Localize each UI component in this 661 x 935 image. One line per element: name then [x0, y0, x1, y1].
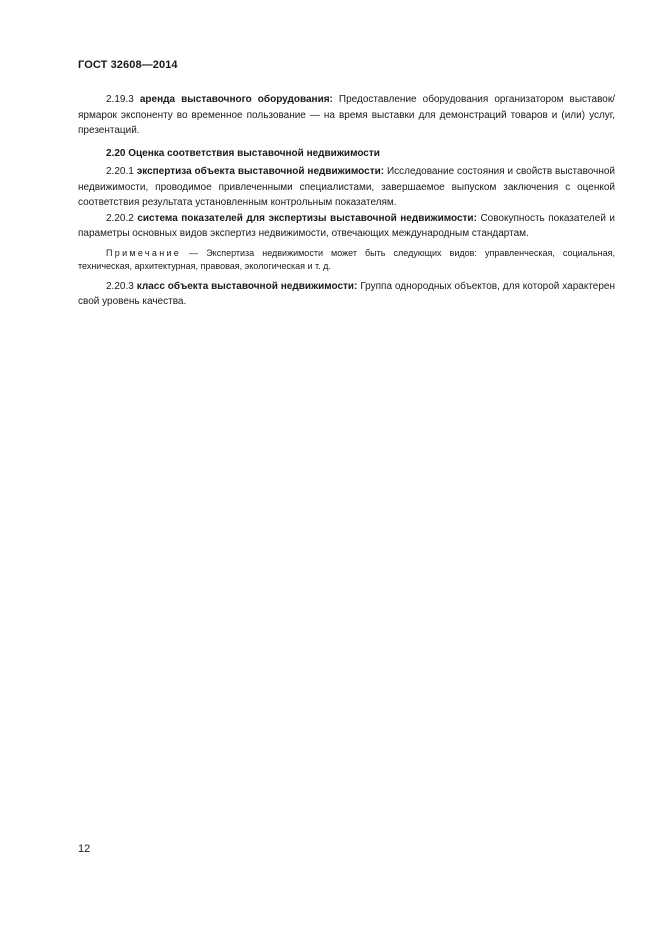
term-definition: Предоставление оборудования организатором выставок/ярмарок экспоненту во временное пользование — на время выставки для демонстраций товаров и (или) услуг, презентаций.: [78, 94, 615, 136]
note: [78, 247, 615, 273]
term-number: 2.20.2: [106, 212, 134, 224]
note-text: — Экспертиза недвижимости может быть следующих видов: управленческая, социальная, техническая, архитектурная, правовая, экологическая и т. д.: [78, 247, 615, 271]
term-name: система показателей для экспертизы выставочной недвижимости:: [137, 212, 477, 224]
document-header: ГОСТ 32608—2014: [78, 59, 178, 71]
term-definition: Группа однородных объектов, для которой характерен свой уровень качества.: [78, 280, 615, 307]
note-label: Примечание: [106, 247, 182, 258]
term-entry-2-20-1: [78, 164, 615, 211]
term-name: аренда выставочного оборудования:: [139, 94, 333, 105]
term-name: экспертиза объекта выставочной недвижимости:: [136, 166, 385, 177]
term-name: класс объекта выставочной недвижимости:: [136, 280, 358, 292]
term-definition: Совокупность показателей и параметры основных видов экспертиз недвижимости, отвечающих международным стандартам.: [78, 212, 615, 239]
page-number: 12: [78, 843, 91, 855]
document-body: [78, 92, 615, 310]
term-number: 2.20.1: [106, 166, 134, 177]
term-definition: Исследование состояния и свойств выставочной недвижимости, проводимое привлеченными специалистами, завершаемое выпуском заключения с оценкой соответствия результата установленным контрольным показателям.: [78, 166, 616, 208]
term-entry-2-20-3: [78, 279, 615, 310]
section-title: 2.20 Оценка соответствия выставочной недвижимости: [106, 147, 380, 159]
term-number: 2.19.3: [106, 94, 134, 105]
term-number: 2.20.3: [106, 280, 134, 292]
term-entry-2-20-2: [78, 211, 615, 242]
term-entry-2-19-3: [78, 92, 615, 139]
